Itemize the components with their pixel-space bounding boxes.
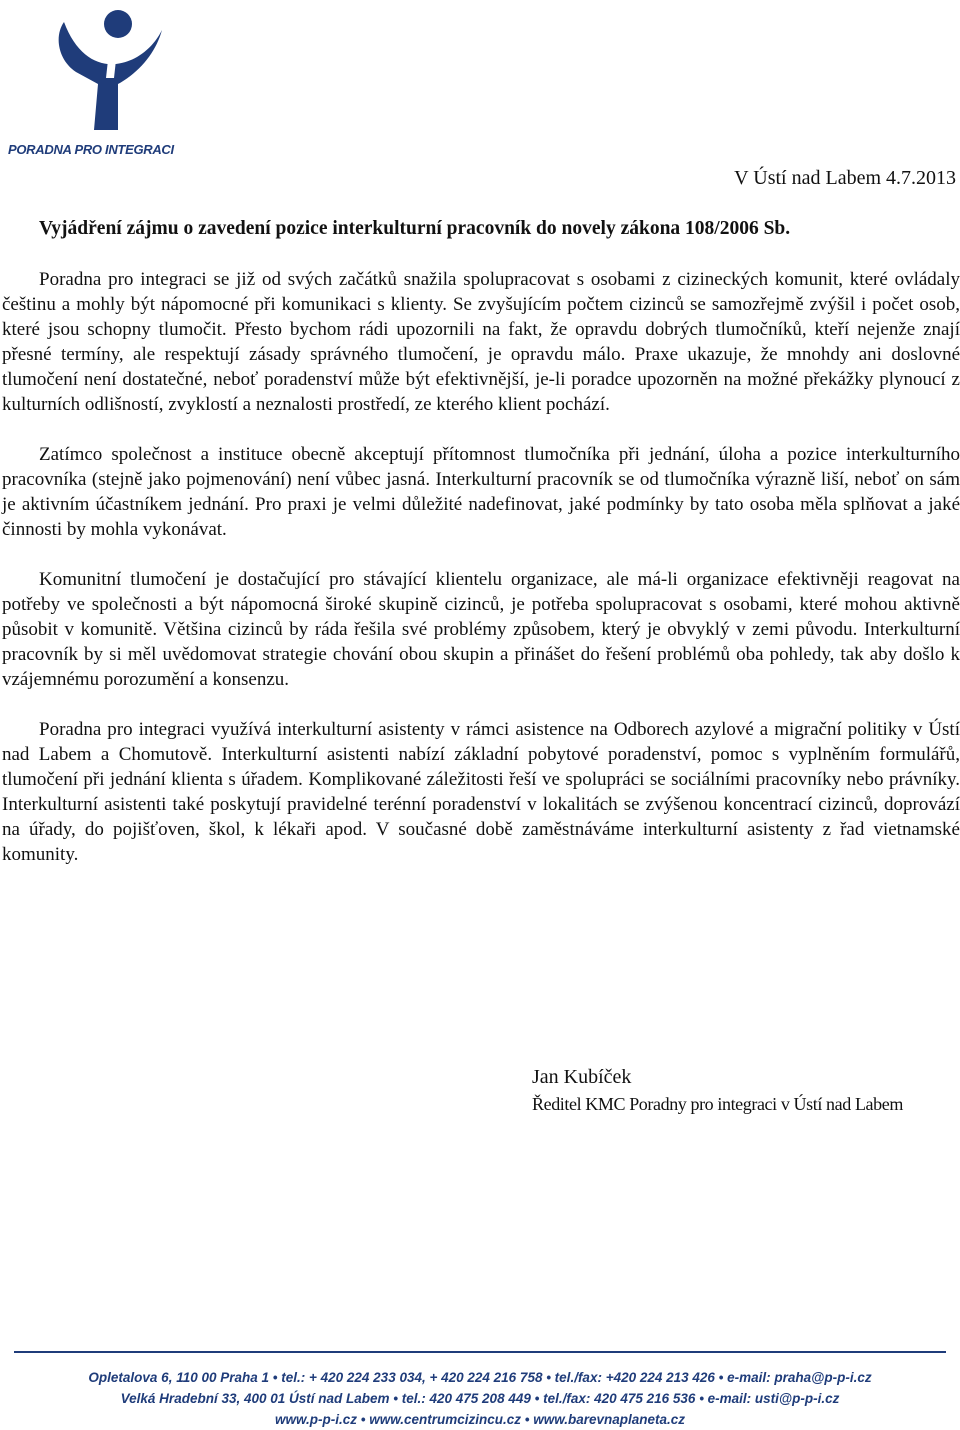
footer-address-praha: Opletalova 6, 110 00 Praha 1 • tel.: + 420 224 233 034, + 420 224 216 758 • tel./fax: +420 224 213 426 • e-mail: praha@p-p-i.cz [88, 1370, 872, 1385]
signature-name: Jan Kubíček [532, 1066, 632, 1088]
footer-divider [14, 1351, 946, 1353]
letter-title: Vyjádření zájmu o zavedení pozice interkulturní pracovník do novely zákona 108/2006 Sb. [39, 218, 791, 239]
logo-text: PORADNA PRO INTEGRACI [8, 142, 174, 157]
paragraph-4: Poradna pro integraci využívá interkulturní asistenty v rámci asistence na Odborech azylové a migrační politiky v Ústí nad Labem a Chomutově. Interkulturní asistenti nabízí základní pobytové poradenství, pomoc s vyplněním formulářů, tlumočení při jednání klienta s úřadem. Komplikované záležitosti řeší ve spolupráci se sociálními pracovníky nebo právníky. Interkulturní asistenti také poskytují pravidelné terénní poradenství v lokalitách se zvýšenou koncentrací cizinců, doprovází na úřady, do pojišťoven, škol, k lékaři apod. V současné době zaměstnáváme interkulturní asistenty z řad vietnamské komunity. [2, 719, 960, 865]
signature-role: Ředitel KMC Poradny pro integraci v Ústí nad Labem [532, 1094, 903, 1114]
footer-websites: www.p-p-i.cz • www.centrumcizincu.cz • www.barevnaplaneta.cz [274, 1412, 686, 1427]
letter-body [2, 267, 960, 892]
logo-figure-icon [6, 2, 176, 142]
letter-date: V Ústí nad Labem 4.7.2013 [734, 167, 956, 189]
footer-address-usti: Velká Hradební 33, 400 01 Ústí nad Labem • tel.: 420 475 208 449 • tel./fax: 420 475 216 536 • e-mail: usti@p-p-i.cz [120, 1391, 840, 1406]
paragraph-2: Zatímco společnost a instituce obecně akceptují přítomnost tlumočníka při jednání, úloha a pozice interkulturního pracovníka (stejně jako pojmenování) není vůbec jasná. Interkulturní pracovník se od tlumočníka výrazně liší, neboť on sám je aktivním účastníkem jednání. Pro praxi je velmi důležité nadefinovat, jaké podmínky by tato osoba měla splňovat a jaké činnosti by mohla vykonávat. [2, 444, 960, 540]
paragraph-1: Poradna pro integraci se již od svých začátků snažila spolupracovat s osobami z cizineckých komunit, které ovládaly češtinu a mohly být nápomocné při komunikaci s klienty. Se zvyšujícím počtem cizinců se samozřejmě zvýšil i počet osob, které jsou schopny tlumočit. Přesto bychom rádi upozornili na fakt, že opravdu dobrých tlumočníků, kteří nejenže znají přesné termíny, ale respektují zásady správného tlumočení, je opravdu málo. Praxe ukazuje, že mnohdy ani doslovné tlumočení není dostatečné, neboť poradenství může být efektivnější, je-li poradce upozorněn na možné překážky plynoucí z kulturních odlišností, zvyklostí a neznalosti prostředí, ze kterého klient pochází. [2, 269, 960, 415]
organization-logo [6, 2, 176, 162]
paragraph-3: Komunitní tlumočení je dostačující pro stávající klientelu organizace, ale má-li organizace efektivněji reagovat na potřeby ve společnosti a být nápomocná široké skupině cizinců, je potřeba spolupracovat s osobami, které mohou aktivně působit v komunitě. Většina cizinců by ráda řešila své problémy způsobem, který je obvyklý v zemi původu. Interkulturní pracovník by si měl uvědomovat strategie chování obou skupin a přinášet do řešení problémů oba pohledy, tak aby došlo k vzájemnému porozumění a konsenzu. [2, 569, 960, 690]
